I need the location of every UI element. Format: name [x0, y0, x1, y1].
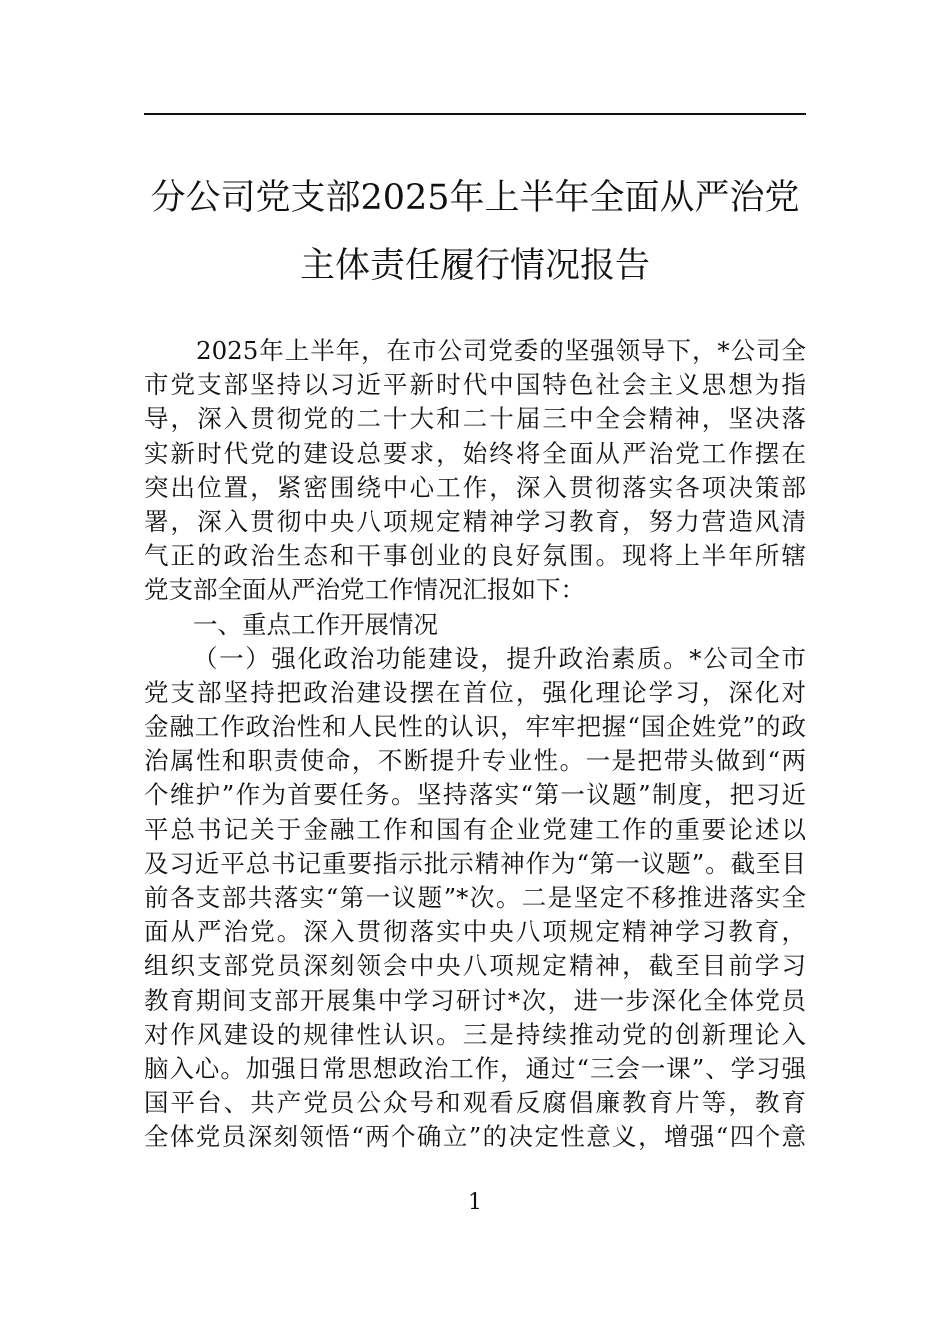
body-line: 个维护”作为首要任务。坚持落实“第一议题”制度，把习近 — [144, 780, 806, 810]
document-title-line-1: 分公司党支部2025年上半年全面从严治党 — [150, 178, 800, 218]
header-rule — [144, 113, 806, 115]
body-line: 署，深入贯彻中央八项规定精神学习教育，努力营造风清 — [144, 506, 806, 536]
body-line: 面从严治党。深入贯彻落实中央八项规定精神学习教育， — [144, 917, 806, 947]
body-line: 教育期间支部开展集中学习研讨*次，进一步深化全体党员 — [144, 985, 806, 1015]
body-line: 党支部坚持把政治建设摆在首位，强化理论学习，深化对 — [144, 677, 806, 707]
body-line: （一）强化政治功能建设，提升政治素质。*公司全市 — [193, 643, 806, 673]
body-line: 气正的政治生态和干事创业的良好氛围。现将上半年所辖 — [144, 541, 806, 571]
body-line: 市党支部坚持以习近平新时代中国特色社会主义思想为指 — [144, 370, 806, 400]
page-number: 1 — [468, 1190, 482, 1215]
body-line: 国平台、共产党员公众号和观看反腐倡廉教育片等，教育 — [144, 1088, 806, 1118]
section-heading: 一、重点工作开展情况 — [193, 609, 438, 639]
body-line: 金融工作政治性和人民性的认识，牢牢把握“国企姓党”的政 — [144, 712, 806, 742]
body-line: 平总书记关于金融工作和国有企业党建工作的重要论述以 — [144, 814, 806, 844]
body-line: 对作风建设的规律性认识。三是持续推动党的创新理论入 — [144, 1019, 806, 1049]
body-line: 党支部全面从严治党工作情况汇报如下： — [144, 575, 585, 605]
body-line: 实新时代党的建设总要求，始终将全面从严治党工作摆在 — [144, 438, 806, 468]
document-body — [144, 334, 806, 1155]
body-line: 组织支部党员深刻领会中央八项规定精神，截至目前学习 — [144, 951, 806, 981]
body-line: 突出位置，紧密围绕中心工作，深入贯彻落实各项决策部 — [144, 472, 806, 502]
body-line: 脑入心。加强日常思想政治工作，通过“三会一课”、学习强 — [144, 1053, 806, 1083]
document-title-line-2: 主体责任履行情况报告 — [299, 246, 650, 286]
body-line: 2025年上半年，在市公司党委的坚强领导下，*公司全 — [196, 336, 806, 365]
body-line: 及习近平总书记重要指示批示精神作为“第一议题”。截至目 — [144, 848, 806, 878]
body-line: 全体党员深刻领悟“两个确立”的决定性意义，增强“四个意 — [144, 1122, 806, 1152]
body-line: 导，深入贯彻党的二十大和二十届三中全会精神，坚决落 — [144, 404, 806, 434]
body-line: 治属性和职责使命，不断提升专业性。一是把带头做到“两 — [144, 746, 806, 776]
body-line: 前各支部共落实“第一议题”*次。二是坚定不移推进落实全 — [144, 883, 806, 912]
